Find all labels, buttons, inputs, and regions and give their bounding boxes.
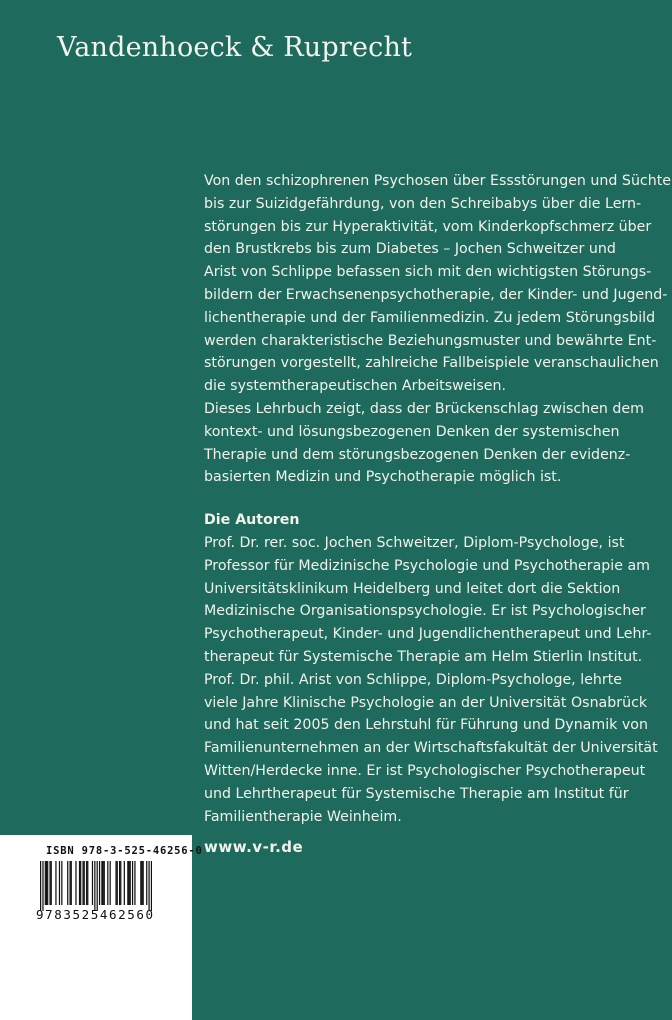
text-line: Universitätsklinikum Heidelberg und leitet dort die Sektion [204,580,621,597]
barcode-panel [0,835,203,1020]
barcode-bar [61,861,62,905]
barcode-bar [143,861,144,905]
text-line: Prof. Dr. phil. Arist von Schlippe, Diplom-Psychologe, lehrte [204,671,622,688]
barcode-bar [102,861,103,905]
barcode-bar [45,861,46,905]
barcode-bar [124,861,125,905]
barcode-bar [79,861,80,905]
isbn-label: ISBN 978-3-525-46256-0 [46,845,203,857]
barcode-bar [99,861,100,905]
barcode-bar [132,861,133,905]
text-line: basierten Medizin und Psychotherapie möglich ist. [204,469,562,486]
text-line: Therapie und dem störungsbezogenen Denken der evidenz- [204,446,631,463]
text-line: Dieses Lehrbuch zeigt, dass der Brückenschlag zwischen dem [204,400,644,417]
barcode-bar [120,861,121,905]
authors-heading-text: Die Autoren [204,512,300,529]
authors-heading [204,509,664,532]
barcode-bar [82,861,83,905]
text-line: therapeut für Systemische Therapie am Helm Stierlin Institut. [204,648,643,665]
barcode-bar [55,861,56,905]
text-line: störungen bis zur Hyperaktivität, vom Kinderkopfschmerz über [204,218,652,235]
text-line: Familientherapie Weinheim. [204,808,402,825]
barcode-bar [67,861,68,905]
text-line: kontext- und lösungsbezogenen Denken der systemischen [204,423,620,440]
barcode-bar [148,861,149,911]
barcode-bar [59,861,60,905]
barcode-bar [94,861,95,911]
text-line: Arist von Schlippe befassen sich mit den wichtigsten Störungs- [204,264,652,281]
text-line: viele Jahre Klinische Psychologie an der Universität Osnabrück [204,694,648,711]
barcode-bar [71,861,72,905]
barcode-bar [107,861,108,905]
barcode-bar [128,861,129,905]
description-paragraph [204,170,672,398]
barcode-bar [69,861,70,905]
barcode-bar [42,861,43,911]
text-line: den Brustkrebs bis zum Diabetes – Jochen Schweitzer und [204,241,616,258]
text-line: Von den schizophrenen Psychosen über Essstörungen und Süchte [204,173,672,189]
barcode-bar [84,861,85,905]
text-line: bis zur Suizidgefährdung, von den Schreibabys über die Lern- [204,195,642,212]
author-bio-schlippe [204,669,664,829]
barcode-bar [101,861,102,905]
barcode-bar [80,861,81,905]
barcode-bar [104,861,105,905]
barcode-bar [146,861,147,905]
barcode-bar [127,861,128,905]
text-line: Medizinische Organisationspsychologie. Er ist Psychologischer [204,603,646,620]
barcode-bar [87,861,88,905]
barcode-bar [75,861,76,905]
barcode-bar [97,861,98,911]
text-line: Familienunternehmen an der Wirtschaftsfakultät der Universität [204,740,658,757]
barcode-bar [119,861,120,905]
text-line: und hat seit 2005 den Lehrstuhl für Führung und Dynamik von [204,717,648,734]
text-line: die systemtherapeutischen Arbeitsweisen. [204,378,506,395]
author-bio-schweitzer [204,532,664,669]
text-line: Prof. Dr. rer. soc. Jochen Schweitzer, Diplom-Psychologe, ist [204,534,625,551]
barcode-bar [49,861,50,905]
barcode-bar [51,861,52,905]
barcode-bar [115,861,116,905]
text-line: Psychotherapeut, Kinder- und Jugendlichentherapeut und Lehr- [204,626,652,643]
text-line: Professor für Medizinische Psychologie und Psychotherapie am [204,557,650,574]
barcode-bar [86,861,87,905]
barcode-bar [141,861,142,905]
barcode-bar [117,861,118,905]
text-line: Witten/Herdecke inne. Er ist Psychologischer Psychotherapeut [204,762,646,779]
text-line: bildern der Erwachsenenpsychotherapie, der Kinder- und Jugend- [204,286,668,303]
barcode-bar [46,861,47,905]
text-line: und Lehrtherapeut für Systemische Therapie am Institut für [204,785,629,802]
barcode-bar [92,861,93,905]
barcode-bar [130,861,131,905]
back-cover-text [204,170,672,828]
barcode-graphic [40,861,152,911]
text-line: lichentherapie und der Familienmedizin. Zu jedem Störungsbild [204,309,656,326]
barcode-bar [134,861,135,905]
description-paragraph-2 [204,398,664,489]
publisher-name: Vandenhoeck & Ruprecht [57,32,413,63]
text-line: werden charakteristische Beziehungsmuster und bewährte Ent- [204,332,657,349]
barcode-bar [110,861,111,905]
ean-digits: 9783525462560 [36,907,155,922]
barcode-bar [151,861,152,911]
publisher-website-link[interactable]: www.v-r.de [204,838,304,856]
barcode-bar [140,861,141,905]
barcode-bar [47,861,48,905]
text-line: störungen vorgestellt, zahlreiche Fallbeispiele veranschaulichen [204,355,659,372]
barcode-bar [40,861,41,911]
